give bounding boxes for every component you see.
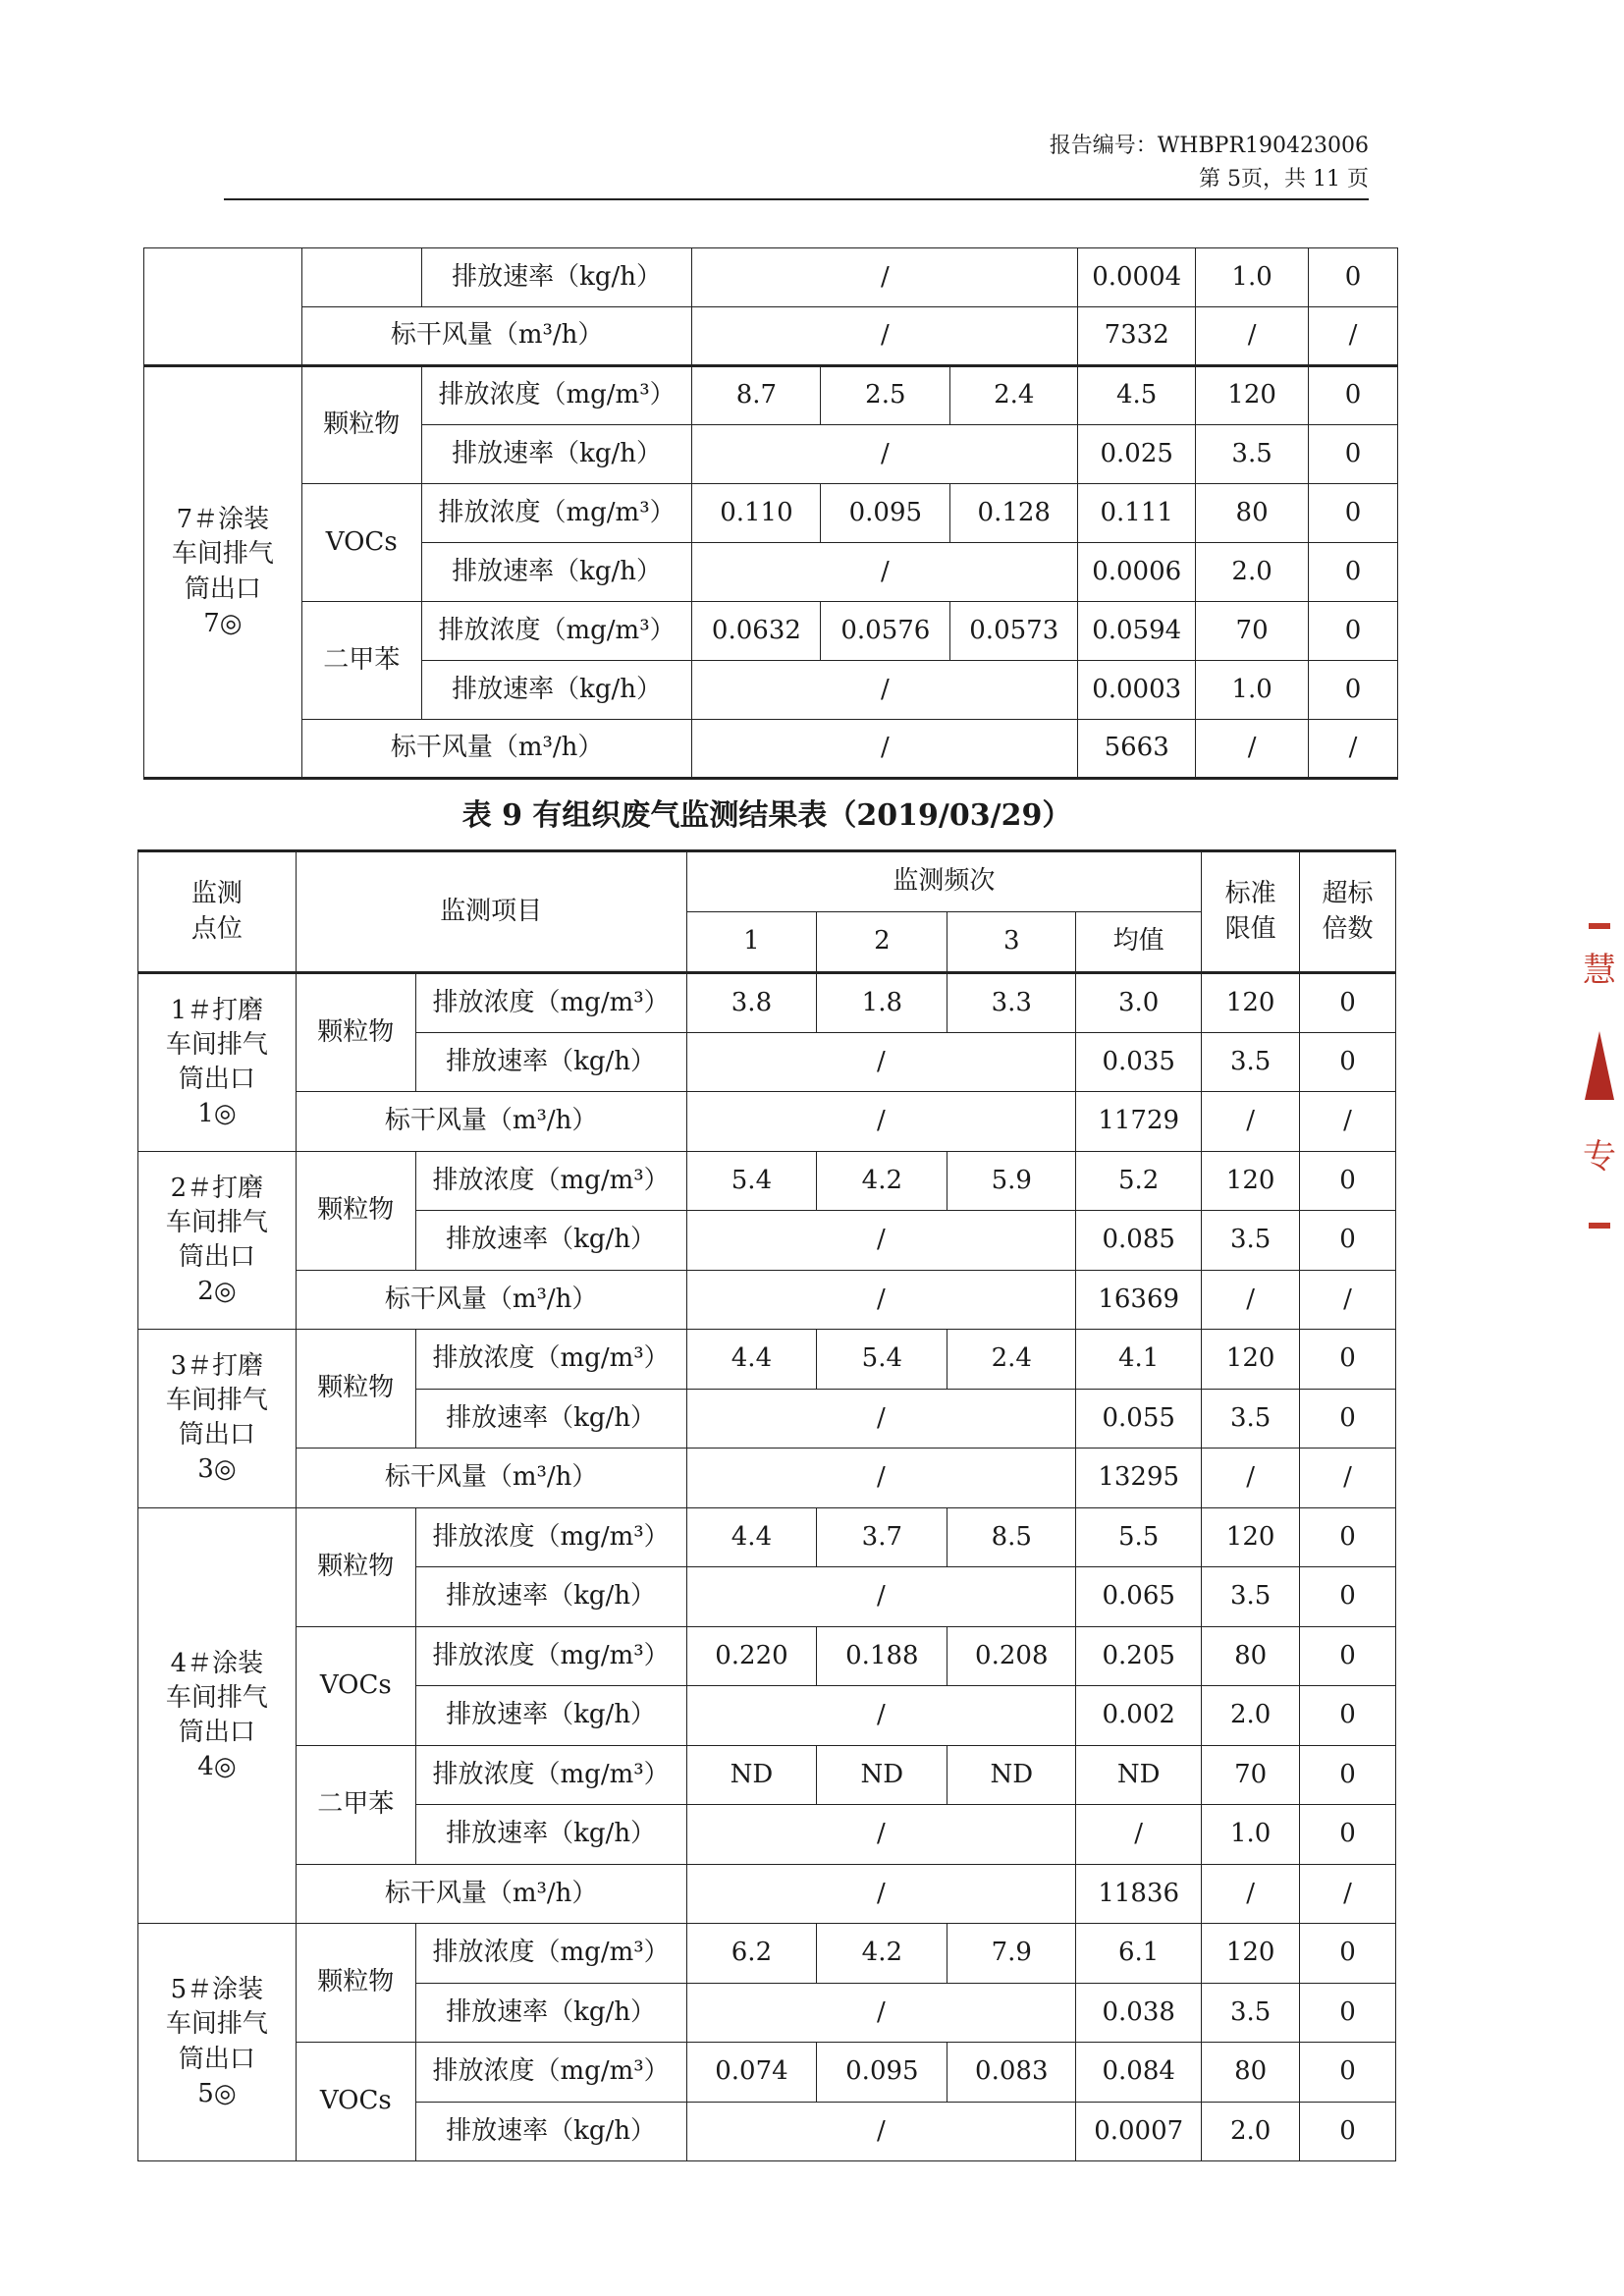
table-cell: 颗粒物 [301, 366, 421, 484]
table-row [138, 2043, 1396, 2103]
table-cell: / [686, 1983, 1076, 2043]
table-cell: 0 [1300, 1626, 1396, 1686]
table-cell: 4.1 [1076, 1330, 1202, 1390]
table-cell: 0.188 [817, 1626, 947, 1686]
table-cell: 0 [1300, 1983, 1396, 2043]
table-cell: 0 [1300, 973, 1396, 1033]
table-cell: 1.8 [817, 973, 947, 1033]
table-row [138, 1330, 1396, 1390]
table-cell: 标干风量（m³/h） [301, 720, 692, 779]
header-exceed: 超标 倍数 [1300, 851, 1396, 973]
site-name: 7＃涂装 车间排气 筒出口 7◎ [144, 366, 302, 779]
table-cell: 3.5 [1202, 1983, 1300, 2043]
table-cell: 0.065 [1076, 1567, 1202, 1627]
table-cell: 2.0 [1202, 1686, 1300, 1746]
table-row [138, 1745, 1396, 1805]
table-cell: / [686, 1864, 1076, 1924]
table-cell: 1.0 [1196, 661, 1309, 720]
table-cell: 4.2 [817, 1924, 947, 1984]
table-cell: 1.0 [1202, 1805, 1300, 1865]
table-cell: 二甲苯 [296, 1745, 415, 1864]
table-cell: / [692, 307, 1078, 366]
table-cell: 120 [1202, 1507, 1300, 1567]
table-cell: 2 [817, 912, 947, 973]
table-cell: 0 [1300, 1330, 1396, 1390]
table-cell: 颗粒物 [296, 1151, 415, 1270]
table-cell: VOCs [301, 484, 421, 602]
table-cell: 0.220 [686, 1626, 817, 1686]
table-cell: 0.110 [692, 484, 821, 543]
table-row [138, 973, 1396, 1033]
table-cell: 0.0576 [821, 602, 950, 661]
table-cell: 0.055 [1076, 1389, 1202, 1449]
table-row [144, 307, 1398, 366]
table-cell: 3.5 [1196, 425, 1309, 484]
table-cell: 0 [1309, 484, 1398, 543]
table-cell: 7332 [1078, 307, 1196, 366]
table-cell: 0 [1309, 602, 1398, 661]
table-cell: 排放浓度（mg/m³） [421, 484, 692, 543]
table-row [138, 1270, 1396, 1330]
table-cell: 0.025 [1078, 425, 1196, 484]
table-cell: 11836 [1076, 1864, 1202, 1924]
header-site: 监测 点位 [138, 851, 297, 973]
page-number: 第 5页，共 11 页 [1199, 167, 1369, 191]
table-cell: 3.0 [1076, 973, 1202, 1033]
table-cell: 3.8 [686, 973, 817, 1033]
table-cell: 排放速率（kg/h） [415, 1686, 686, 1746]
table-cell: 0 [1300, 2102, 1396, 2161]
table-cell: 0 [1300, 1686, 1396, 1746]
table-cell: 0.0007 [1076, 2102, 1202, 2161]
header-limit: 标准 限值 [1202, 851, 1300, 973]
table-cell: 排放速率（kg/h） [415, 1032, 686, 1092]
table-title: 表 9 有组织废气监测结果表（2019/03/29） [461, 798, 1072, 833]
table-cell: 70 [1202, 1745, 1300, 1805]
header-frequency: 监测频次 [686, 851, 1202, 912]
seal-triangle [1585, 1031, 1614, 1100]
table-cell: / [686, 2102, 1076, 2161]
table-cell: 2.4 [950, 366, 1078, 425]
table-cell: 2.0 [1196, 543, 1309, 602]
table-cell: 排放速率（kg/h） [415, 2102, 686, 2161]
table-cell: ND [947, 1745, 1076, 1805]
seal-stamp [1583, 923, 1616, 1237]
report-header [1050, 130, 1369, 196]
table-cell: / [1300, 1270, 1396, 1330]
table-cell: 5.2 [1076, 1151, 1202, 1211]
site-name: 3＃打磨 车间排气 筒出口 3◎ [138, 1330, 297, 1508]
table-cell: 0 [1309, 661, 1398, 720]
table-cell: 120 [1196, 366, 1309, 425]
table-cell: 120 [1202, 1151, 1300, 1211]
table-cell: 3.5 [1202, 1211, 1300, 1271]
table-cell: 排放速率（kg/h） [415, 1805, 686, 1865]
table-cell: 3.5 [1202, 1567, 1300, 1627]
table-cell: 120 [1202, 1330, 1300, 1390]
table-cell: 0.0006 [1078, 543, 1196, 602]
table-cell: / [692, 661, 1078, 720]
table-row [144, 602, 1398, 661]
table-cell: 5.9 [947, 1151, 1076, 1211]
table-row [138, 1507, 1396, 1567]
table-cell: 120 [1202, 1924, 1300, 1984]
table-cell: 0.002 [1076, 1686, 1202, 1746]
table-cell: / [1202, 1449, 1300, 1508]
table-cell: VOCs [296, 2043, 415, 2161]
table-cell: / [1076, 1805, 1202, 1865]
table-cell: 0.208 [947, 1626, 1076, 1686]
table-row [138, 1626, 1396, 1686]
table-cell: 排放速率（kg/h） [415, 1983, 686, 2043]
table-cell: 70 [1196, 602, 1309, 661]
seal-mark [1589, 923, 1610, 929]
table-cell: 0.0594 [1078, 602, 1196, 661]
table-cell: 排放速率（kg/h） [415, 1567, 686, 1627]
table-cell: 11729 [1076, 1092, 1202, 1152]
table-cell: 排放速率（kg/h） [415, 1211, 686, 1271]
table-cell: / [1202, 1092, 1300, 1152]
table-cell: 8.7 [692, 366, 821, 425]
table-cell: / [686, 1270, 1076, 1330]
header-row [138, 851, 1396, 912]
table-cell: 排放速率（kg/h） [421, 543, 692, 602]
header-item: 监测项目 [296, 851, 686, 973]
table-cell: 16369 [1076, 1270, 1202, 1330]
table-cell: 3.7 [817, 1507, 947, 1567]
table-cell: 120 [1202, 973, 1300, 1033]
table-cell: 0 [1300, 2043, 1396, 2103]
table-cell: 0.035 [1076, 1032, 1202, 1092]
table-row [144, 366, 1398, 425]
table-cell: 排放浓度（mg/m³） [415, 1151, 686, 1211]
table-cell: 标干风量（m³/h） [296, 1864, 686, 1924]
table-cell: / [692, 543, 1078, 602]
table-row [138, 1151, 1396, 1211]
table-cell: / [692, 425, 1078, 484]
table-cell: 排放浓度（mg/m³） [415, 973, 686, 1033]
table-cell: 4.5 [1078, 366, 1196, 425]
table-cell: 0.095 [817, 2043, 947, 2103]
table-row [144, 248, 1398, 307]
table-cell: VOCs [296, 1626, 415, 1745]
table-cell: / [1300, 1864, 1396, 1924]
table-cell: 0.128 [950, 484, 1078, 543]
table-row [138, 1864, 1396, 1924]
table-cell: 4.4 [686, 1507, 817, 1567]
table-cell: / [686, 1449, 1076, 1508]
site-cell [144, 248, 302, 366]
table-cell: 0 [1300, 1032, 1396, 1092]
table-cell: 1.0 [1196, 248, 1309, 307]
seal-char-bottom: 专 [1583, 1137, 1616, 1176]
table-cell: / [686, 1389, 1076, 1449]
table-cell: 3 [947, 912, 1076, 973]
table-cell: 0.074 [686, 2043, 817, 2103]
table-cell: 排放浓度（mg/m³） [415, 1330, 686, 1390]
table-cell: / [1202, 1864, 1300, 1924]
table-row [144, 720, 1398, 779]
table-cell: 0.038 [1076, 1983, 1202, 2043]
table-cell [301, 248, 421, 307]
table-cell: 5.4 [817, 1330, 947, 1390]
table-cell: 标干风量（m³/h） [301, 307, 692, 366]
table-cell: 0.085 [1076, 1211, 1202, 1271]
table-cell: 7.9 [947, 1924, 1076, 1984]
table-cell: 0.095 [821, 484, 950, 543]
table-cell: 80 [1196, 484, 1309, 543]
table-cell: 排放浓度（mg/m³） [415, 1745, 686, 1805]
table-cell: ND [817, 1745, 947, 1805]
table-cell: 3.5 [1202, 1389, 1300, 1449]
table-cell: / [686, 1032, 1076, 1092]
table-cell: 5.5 [1076, 1507, 1202, 1567]
table-cell: 颗粒物 [296, 1330, 415, 1449]
table-cell: 5663 [1078, 720, 1196, 779]
table-cell: 二甲苯 [301, 602, 421, 720]
table-cell: 标干风量（m³/h） [296, 1092, 686, 1152]
table-cell: 5.4 [686, 1151, 817, 1211]
table-cell: 均值 [1076, 912, 1202, 973]
table-cell: / [1196, 720, 1309, 779]
table-cell: 0 [1300, 1805, 1396, 1865]
table-cell: 排放浓度（mg/m³） [421, 366, 692, 425]
table-row [138, 1924, 1396, 1984]
table-cell: 13295 [1076, 1449, 1202, 1508]
table-cell: 颗粒物 [296, 973, 415, 1092]
table-cell: 1 [686, 912, 817, 973]
table-cell: 0 [1300, 1151, 1396, 1211]
table-cell: / [686, 1211, 1076, 1271]
table-cell: 0 [1300, 1389, 1396, 1449]
table-cell: 0 [1300, 1507, 1396, 1567]
table-cell: 0.0573 [950, 602, 1078, 661]
site-name: 1＃打磨 车间排气 筒出口 1◎ [138, 973, 297, 1152]
site-name: 2＃打磨 车间排气 筒出口 2◎ [138, 1151, 297, 1330]
table-cell: 0.111 [1078, 484, 1196, 543]
table-cell: 2.0 [1202, 2102, 1300, 2161]
table-cell: 3.3 [947, 973, 1076, 1033]
table-cell: 排放速率（kg/h） [421, 248, 692, 307]
table-cell: 标干风量（m³/h） [296, 1270, 686, 1330]
table-cell: 排放浓度（mg/m³） [415, 1507, 686, 1567]
table-row [144, 484, 1398, 543]
table-cell: 0.0632 [692, 602, 821, 661]
table-cell: 0.083 [947, 2043, 1076, 2103]
table-cell: 颗粒物 [296, 1924, 415, 2043]
table-row [138, 1449, 1396, 1508]
table-cell: 2.5 [821, 366, 950, 425]
continued-table [143, 247, 1398, 780]
table-cell: / [1300, 1092, 1396, 1152]
seal-char-top: 慧 [1583, 951, 1616, 990]
table-cell: ND [1076, 1745, 1202, 1805]
table-cell: 6.2 [686, 1924, 817, 1984]
table-cell: / [686, 1092, 1076, 1152]
table-cell: 标干风量（m³/h） [296, 1449, 686, 1508]
table-cell: 排放速率（kg/h） [415, 1389, 686, 1449]
report-number: 报告编号：WHBPR190423006 [1049, 134, 1369, 158]
table-cell: 0.0003 [1078, 661, 1196, 720]
header-rule [224, 198, 1369, 200]
table-cell: 0 [1309, 543, 1398, 602]
table-cell: 0 [1309, 425, 1398, 484]
table-9 [137, 849, 1396, 2161]
table-cell: / [686, 1686, 1076, 1746]
table-cell: 颗粒物 [296, 1507, 415, 1626]
table-cell: 0 [1300, 1567, 1396, 1627]
table-cell: 6.1 [1076, 1924, 1202, 1984]
table-cell: 0.205 [1076, 1626, 1202, 1686]
table-cell: / [1196, 307, 1309, 366]
table-cell: / [1309, 720, 1398, 779]
table-cell: / [686, 1567, 1076, 1627]
table-cell: 排放速率（kg/h） [421, 661, 692, 720]
table-cell: ND [686, 1745, 817, 1805]
table-cell: 排放浓度（mg/m³） [421, 602, 692, 661]
table-cell: / [686, 1805, 1076, 1865]
table-cell: 4.4 [686, 1330, 817, 1390]
seal-mark [1589, 1223, 1610, 1229]
table-cell: 0 [1300, 1924, 1396, 1984]
table-row [138, 1092, 1396, 1152]
table-cell: / [1300, 1449, 1396, 1508]
table-cell: 0 [1300, 1745, 1396, 1805]
table-cell: / [692, 248, 1078, 307]
table-cell: 0 [1300, 1211, 1396, 1271]
table-cell: 8.5 [947, 1507, 1076, 1567]
table-cell: / [692, 720, 1078, 779]
table-cell: 0.084 [1076, 2043, 1202, 2103]
table-cell: 0 [1309, 248, 1398, 307]
table-cell: 0 [1309, 366, 1398, 425]
table-cell: / [1202, 1270, 1300, 1330]
table-cell: 3.5 [1202, 1032, 1300, 1092]
table-cell: 2.4 [947, 1330, 1076, 1390]
site-name: 4＃涂装 车间排气 筒出口 4◎ [138, 1507, 297, 1924]
table-cell: 排放浓度（mg/m³） [415, 1924, 686, 1984]
table-cell: 80 [1202, 1626, 1300, 1686]
site-name: 5＃涂装 车间排气 筒出口 5◎ [138, 1924, 297, 2161]
table-cell: 排放速率（kg/h） [421, 425, 692, 484]
table-cell: 0.0004 [1078, 248, 1196, 307]
table-cell: 80 [1202, 2043, 1300, 2103]
table-cell: 排放浓度（mg/m³） [415, 1626, 686, 1686]
table-cell: 4.2 [817, 1151, 947, 1211]
table-cell: 排放浓度（mg/m³） [415, 2043, 686, 2103]
table-cell: / [1309, 307, 1398, 366]
